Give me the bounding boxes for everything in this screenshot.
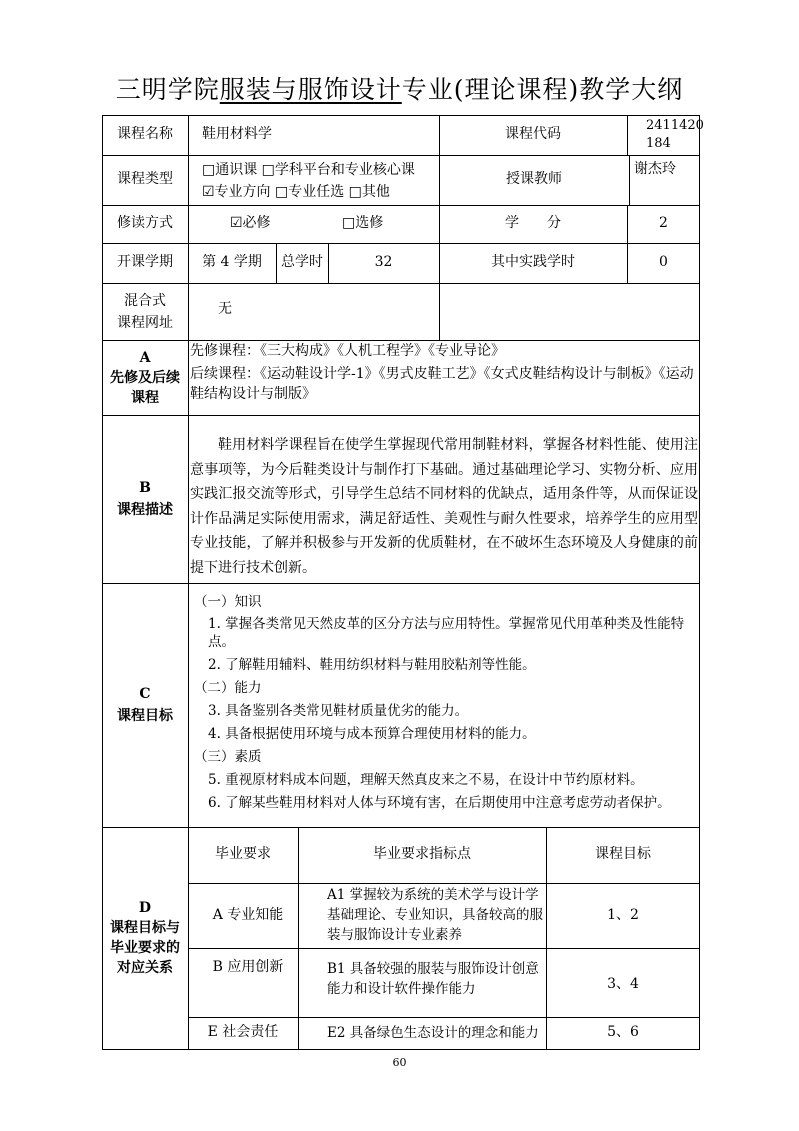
mapping-header-goal: 课程目标 — [595, 846, 651, 863]
practice-hours-value: 0 — [659, 254, 668, 271]
total-hours-value: 32 — [374, 254, 393, 271]
goal-item-1: 1. 掌握各类常见天然皮革的区分方法与应用特性。掌握常见代用革种类及性能特点。 — [208, 616, 685, 650]
section-b-label-text: 课程描述 — [117, 502, 173, 518]
course-description: 鞋用材料学课程旨在使学生掌握现代常用制鞋材料，掌握各材料性能、使用注意事项等，为今后鞋类设计与制作打下基础。通过基础理论学习、实物分析、应用实践汇报交流等形式，引导学生总结不同材料的优缺点，适用条件等，从而保证设计作品满足实际使用需求，满足舒适性、美观性与耐久性要求，培养学生的应用型专业技能，了解并积极参与开发新的优质鞋材，在不破坏生态环境及人身健康的前提下进行技术创新。 — [190, 437, 698, 576]
col-divider — [629, 156, 630, 206]
section-a-label-1: 先修及后续 — [110, 369, 180, 386]
goal-group-ability: （二）能力 — [194, 680, 262, 696]
goal-item-5: 5. 重视原材料成本问题，理解天然真皮来之不易，在设计中节约原材料。 — [208, 772, 644, 788]
goal-group-knowledge: （一）知识 — [194, 594, 262, 610]
section-a-letter: A — [139, 349, 151, 366]
course-type-label: 课程类型 — [117, 171, 173, 188]
total-hours-label: 总学时 — [281, 254, 323, 271]
section-a-label — [102, 340, 188, 415]
section-d-label — [102, 827, 188, 1049]
course-url-value: 无 — [218, 301, 232, 317]
goal-group-quality: （三）素质 — [194, 749, 262, 765]
course-code-line-1: 2411420 — [646, 118, 704, 133]
study-mode-elective: □选修 — [342, 215, 384, 231]
course-url-label-1: 混合式 — [124, 292, 166, 309]
course-name-label: 课程名称 — [117, 126, 173, 143]
goal-item-3: 3. 具备鉴别各类常见鞋材质量优劣的能力。 — [208, 703, 469, 719]
course-type-line-2: ☑专业方向 □专业任选 □其他 — [202, 184, 390, 200]
title-suffix: 专业(理论课程)教学大纲 — [401, 75, 684, 104]
mapping-row-1-goal: 1、2 — [607, 906, 639, 923]
term-label: 开课学期 — [117, 254, 173, 271]
mapping-row-3-goal: 5、6 — [607, 1024, 639, 1041]
syllabus-table — [102, 115, 704, 1050]
row-divider — [102, 415, 700, 416]
mapping-header-indicator: 毕业要求指标点 — [373, 846, 471, 863]
study-mode-label: 修读方式 — [117, 215, 173, 232]
goal-item-4: 4. 具备根据使用环境与成本预算合理使用材料的能力。 — [208, 726, 536, 742]
credit-value: 2 — [659, 215, 668, 232]
section-a-label-2: 课程 — [131, 389, 159, 406]
section-d-label-1: 课程目标与 — [110, 920, 180, 936]
study-mode-required: ☑必修 — [230, 215, 271, 231]
teacher-label: 授课教师 — [506, 171, 562, 188]
prerequisite-courses: 先修课程：《三大构成》《人机工程学》《专业导论》 — [190, 343, 505, 359]
mapping-row-2-indicator: B1 具备较强的服装与服饰设计创意能力和设计软件操作能力 — [327, 961, 539, 997]
credit-label: 学 分 — [505, 215, 561, 232]
mapping-row-2-goal: 3、4 — [607, 976, 639, 993]
term-value: 第 4 学期 — [202, 254, 262, 271]
title-major: 服装与服饰设计 — [219, 75, 402, 104]
mapping-row-2-requirement: B 应用创新 — [212, 959, 284, 975]
section-b-label — [102, 415, 188, 583]
border-bottom — [102, 1049, 700, 1050]
mapping-row-3-indicator: E2 具备绿色生态设计的理念和能力 — [327, 1025, 539, 1041]
course-type-line-1: □通识课 □学科平台和专业核心课 — [202, 162, 415, 178]
row-divider — [102, 283, 700, 284]
course-name-value: 鞋用材料学 — [202, 126, 272, 142]
row-divider — [188, 948, 700, 949]
course-code-value — [646, 117, 704, 155]
follow-up-courses: 后续课程：《运动鞋设计学-1》《男式皮鞋工艺》《女式皮鞋结构设计与制板》《运动鞋结构设计与制版》 — [190, 366, 694, 402]
course-url-label — [102, 283, 188, 340]
page-number: 60 — [392, 1056, 407, 1069]
goal-item-2: 2. 了解鞋用辅料、鞋用纺织材料与鞋用胶粘剂等性能。 — [208, 657, 536, 673]
section-b-content — [190, 433, 698, 581]
mapping-row-1-indicator: A1 掌握较为系统的美术学与设计学基础理论、专业知识，具备较高的服装与服饰设计专业素养 — [327, 887, 543, 943]
course-url-label-2: 课程网址 — [117, 314, 173, 331]
section-d-letter: D — [138, 900, 152, 916]
section-d-label-3: 对应关系 — [117, 960, 173, 976]
section-b-letter: B — [139, 480, 151, 496]
practice-hours-label: 其中实践学时 — [491, 254, 575, 271]
mapping-row-3-requirement: E 社会责任 — [207, 1024, 279, 1041]
goal-item-6: 6. 了解某些鞋用材料对人体与环境有害，在后期使用中注意考虑劳动者保护。 — [208, 795, 671, 811]
teacher-value: 谢杰玲 — [634, 161, 676, 177]
section-c-label — [102, 583, 188, 827]
mapping-header-requirement: 毕业要求 — [215, 846, 271, 863]
course-code-line-2: 184 — [646, 136, 671, 151]
row-divider — [102, 583, 700, 584]
course-code-label: 课程代码 — [505, 126, 561, 143]
title-prefix: 三明学院 — [115, 75, 220, 104]
section-c-label-text: 课程目标 — [117, 708, 173, 724]
section-d-label-2: 毕业要求的 — [110, 940, 180, 956]
col-divider — [627, 115, 628, 156]
section-c-content — [194, 592, 698, 824]
course-type-options — [202, 159, 437, 203]
section-c-letter: C — [139, 686, 151, 702]
section-a-content — [190, 341, 698, 413]
mapping-row-1-requirement: A 专业知能 — [212, 907, 284, 923]
document-title — [0, 70, 799, 106]
